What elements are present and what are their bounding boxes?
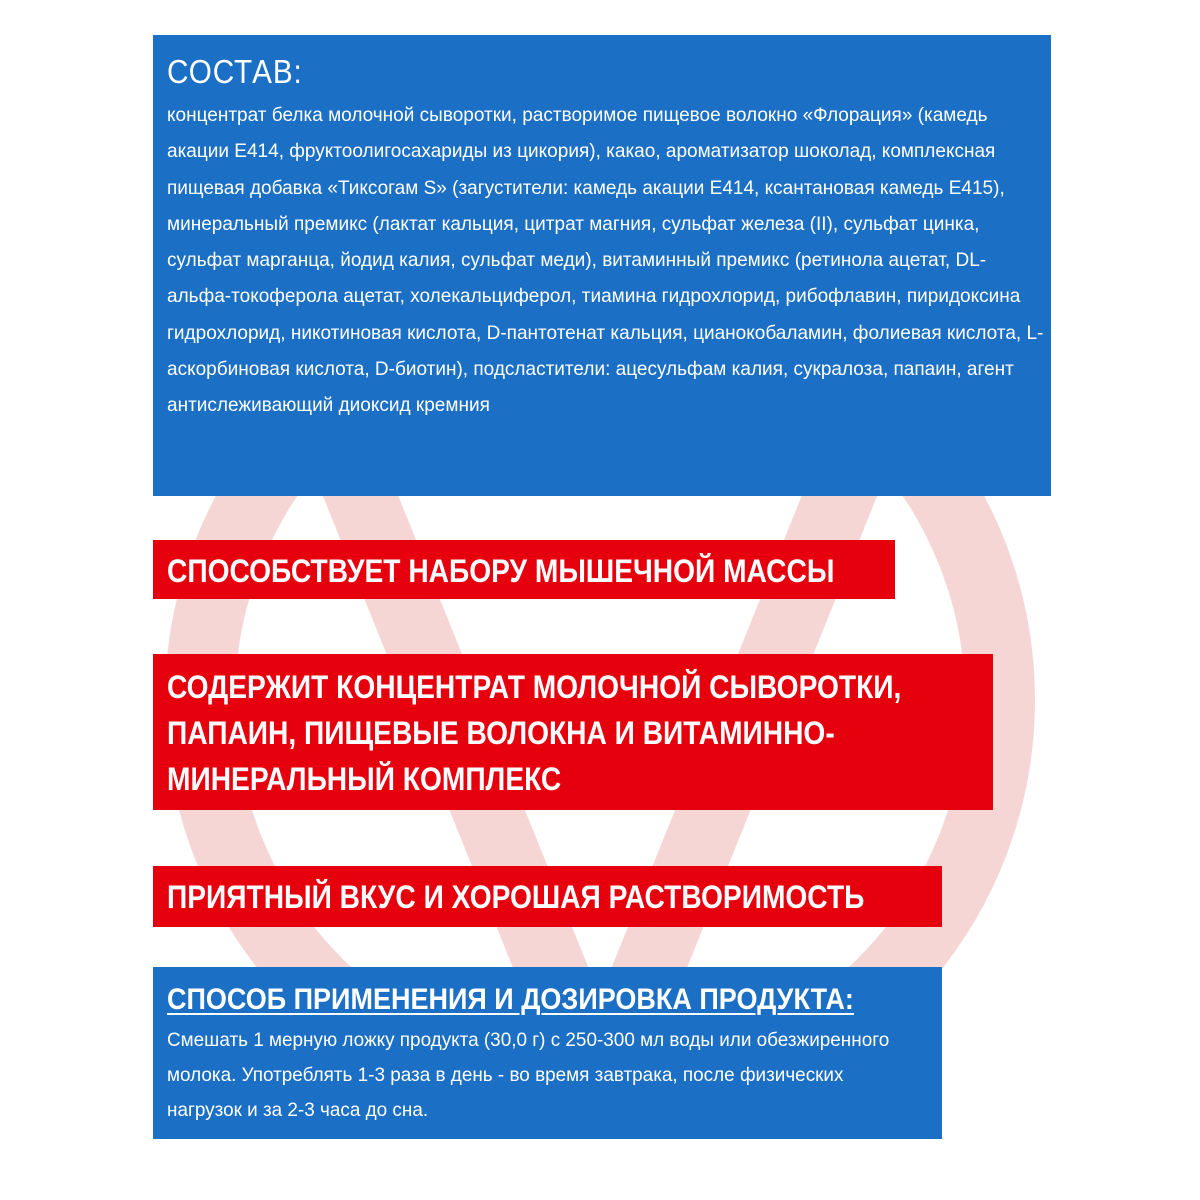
composition-text: концентрат белка молочной сыворотки, растворимое пищевое волокно «Флорация» (камедь акации Е414, фруктоолигосахариды из цикория), какао, ароматизатор шоколад, комплексная пищевая добавка «Тиксогам S» (загустители: камедь акации Е414, ксантановая камедь Е415), минеральный премикс (лактат кальция, цитрат магния, сульфат железа (II), сульфат цинка, сульфат марганца, йодид калия, сульфат меди), витаминный премикс (ретинола ацетат, DL- альфа-токоферола ацетат, холекальциферол, тиамина гидрохлорид, рибофлавин, пиридоксина гидрохлорид, никотиновая кислота, D-пантотенат кальция, цианокобаламин, фолиевая кислота, L-аскорбиновая кислота, D-биотин), подсластители: ацесульфам калия, сукралоза, папаин, агент антислеживающий диоксид кремния: [167, 104, 1044, 417]
benefit-line: МИНЕРАЛЬНЫЙ КОМПЛЕКС: [167, 761, 562, 797]
benefit-line: ПАПАИН, ПИЩЕВЫЕ ВОЛОКНА И ВИТАМИННО-: [167, 715, 835, 751]
benefit-banner-taste: [153, 866, 942, 927]
benefit-line: СПОСОБСТВУЕТ НАБОРУ МЫШЕЧНОЙ МАССЫ: [167, 553, 835, 589]
usage-panel: [153, 967, 942, 1139]
usage-text: Смешать 1 мерную ложку продукта (30,0 г) с 250-300 мл воды или обезжиренного молока. Употреблять 1-3 раза в день - во время завтрака, после физических нагрузок и за 2-3 часа до сна.: [167, 1029, 890, 1121]
benefit-banner-contents: [153, 654, 993, 810]
composition-title: СОСТАВ:: [167, 53, 303, 90]
usage-title: СПОСОБ ПРИМЕНЕНИЯ И ДОЗИРОВКА ПРОДУКТА:: [167, 983, 854, 1016]
benefit-line: ПРИЯТНЫЙ ВКУС И ХОРОШАЯ РАСТВОРИМОСТЬ: [167, 879, 865, 915]
benefit-line: СОДЕРЖИТ КОНЦЕНТРАТ МОЛОЧНОЙ СЫВОРОТКИ,: [167, 669, 902, 705]
benefit-banner-muscle: [153, 540, 895, 599]
composition-panel: [153, 35, 1051, 496]
